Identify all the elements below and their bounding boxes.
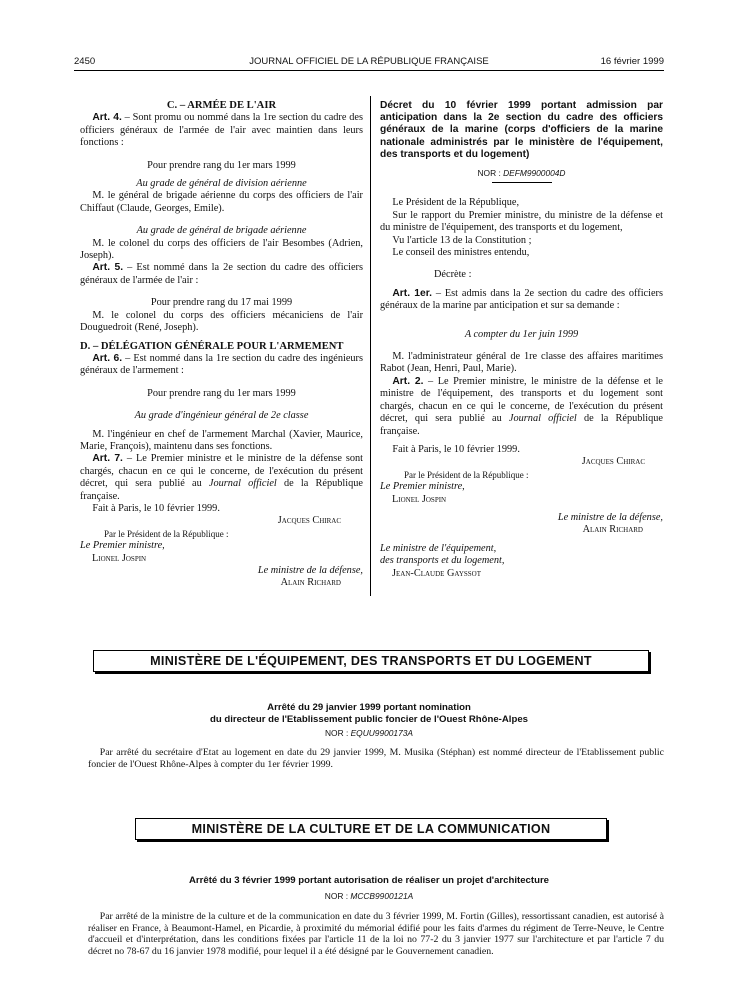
a-compter: A compter du 1er juin 1999: [464, 328, 579, 340]
title-rule: [492, 182, 552, 183]
defense-title-right: Le ministre de la défense,: [557, 511, 663, 523]
pm-name-right: Lionel Jospin: [392, 493, 447, 505]
person-3: M. le colonel du corps des officiers mécaniciens de l'air Douguedroit (René, Joseph).: [80, 309, 363, 334]
section-heading-c: C. – ARMÉE DE L'AIR: [166, 100, 277, 111]
president-line: Le Président de la République,: [392, 197, 520, 209]
signature-president: Jacques Chirac: [277, 515, 341, 527]
par-le-president-right: Par le Président de la République :: [404, 469, 529, 480]
rapport-line: Sur le rapport du Premier ministre, du ministre de la défense et du ministre de l'équipement, des transports et du logement,: [380, 209, 663, 234]
section-heading-d: D. – DÉLÉGATION GÉNÉRALE POUR L'ARMEMENT: [80, 340, 344, 352]
vu-line: Vu l'article 13 de la Constitution ;: [392, 234, 532, 246]
pm-title: Le Premier ministre,: [80, 540, 165, 552]
article-4: Art. 4. – Sont promu ou nommé dans la 1re section du cadre des officiers généraux de l'armée de l'air avec maintien dans leurs fonctions :: [80, 112, 363, 149]
article-6: Art. 6. – Est nommé dans la 1re section du cadre des ingénieurs généraux de l'armement :: [80, 352, 363, 377]
issue-date: 16 février 1999: [600, 56, 664, 67]
person-4: M. l'ingénieur en chef de l'armement Marchal (Xavier, Maurice, Marie, François), maintenu dans ses fonctions.: [80, 428, 363, 452]
ministry-banner-culture: MINISTÈRE DE LA CULTURE ET DE LA COMMUNICATION: [135, 818, 607, 840]
pm-title-right: Le Premier ministre,: [380, 481, 465, 493]
defense-title: Le ministre de la défense,: [257, 565, 363, 576]
par-le-president: Par le Président de la République :: [104, 528, 229, 539]
article-2: Art. 2. – Le Premier ministre, le ministre de la défense et le ministre de l'équipement, des transports et du logement sont chargés, chacun en ce qui le concerne, de l'exécution du présent décret, qui sera publié au Journal officiel de la République française.: [380, 375, 664, 437]
person-2: M. le colonel du corps des officiers de l'air Besombes (Adrien, Joseph).: [80, 237, 363, 262]
rang-1: Pour prendre rang du 1er mars 1999: [147, 159, 296, 171]
decret-title: Décret du 10 février 1999 portant admission par anticipation dans la 2e section du cadre des officiers généraux de la marine (corps d'officiers de la marine nationale administrés par le ministère de l'équipement, des transports et du logement): [380, 100, 663, 160]
page-number: 2450: [74, 56, 96, 67]
signature-president-right: Jacques Chirac: [581, 456, 645, 468]
article-1: Art. 1er. – Est admis dans la 2e section du cadre des officiers généraux de la marine par anticipation et sur sa demande :: [380, 287, 663, 312]
conseil-line: Le conseil des ministres entendu,: [392, 247, 530, 259]
nor-reference-3: NOR : MCCB9900121A: [324, 891, 414, 901]
nor-reference: NOR : DEFM9900004D: [477, 168, 566, 179]
ministry-banner-equipement: MINISTÈRE DE L'ÉQUIPEMENT, DES TRANSPORTS ET DU LOGEMENT: [93, 650, 649, 672]
defense-name: Alain Richard: [280, 577, 341, 589]
column-separator: [370, 96, 371, 596]
arrete-title-2: Arrêté du 3 février 1999 portant autorisation de réaliser un projet d'architecture: [188, 875, 550, 886]
arrete-text-1: Par arrêté du secrétaire d'Etat au logement en date du 29 janvier 1999, M. Musika (Stéphan) est nommé directeur de l'Etablissement public foncier de l'Ouest Rhône-Alpes à compter du 1er février 1999.: [88, 747, 664, 770]
person-rabot: M. l'administrateur général de 1re classe des affaires maritimes Rabot (Jean, Henri, Paul, Marie).: [380, 351, 663, 375]
grade-2: Au grade de général de brigade aérienne: [136, 225, 307, 237]
decrete: Décrète :: [434, 269, 472, 281]
arrete-title-1b: du directeur de l'Etablissement public foncier de l'Ouest Rhône-Alpes: [209, 714, 529, 725]
fait-a-paris-right: Fait à Paris, le 10 février 1999.: [392, 443, 520, 455]
header-rule: [74, 70, 664, 71]
equipement-title-2: des transports et du logement,: [380, 555, 505, 567]
equipement-name: Jean-Claude Gayssot: [392, 567, 482, 579]
person-1: M. le général de brigade aérienne du corps des officiers de l'air Chiffaut (Claude, Georges, Emile).: [80, 190, 363, 214]
journal-title: JOURNAL OFFICIEL DE LA RÉPUBLIQUE FRANÇAISE: [249, 56, 489, 67]
arrete-text-2: Par arrêté de la ministre de la culture et de la communication en date du 3 février 1999, M. Fortin (Gilles), ressortissant canadien, est autorisé à réaliser en France, à Beaumont-Hamel, en Picardie, à proximité du mémorial édifié pour les faits d'armes du régiment de Terre-Neuve, le Centre d'accueil et d'interprétation, dans les conditions fixées par l'article 11 de la loi no 77-2 du 3 janvier 1977 sur l'architecture et par l'article 7 du décret no 78-67 du 16 janvier 1978 modifié, pour lequel il a été désigné par le Gouvernement canadien.: [88, 911, 664, 957]
nor-reference-2: NOR : EQUU9900173A: [325, 728, 413, 738]
grade-3: Au grade d'ingénieur général de 2e classe: [134, 410, 309, 422]
fait-a-paris: Fait à Paris, le 10 février 1999.: [92, 502, 220, 514]
defense-name-right: Alain Richard: [582, 524, 643, 536]
left-column: [80, 100, 363, 590]
arrete-title-1a: Arrêté du 29 janvier 1999 portant nomination: [267, 702, 471, 713]
article-5: Art. 5. – Est nommé dans la 2e section du cadre des officiers généraux de l'armée de l'air :: [80, 262, 363, 286]
rang-3: Pour prendre rang du 1er mars 1999: [147, 387, 296, 399]
right-column: [380, 100, 663, 580]
article-7: Art. 7. – Le Premier ministre et le ministre de la défense sont chargés, chacun en ce qui le concerne, de l'exécution du présent décret, qui sera publié au Journal officiel de la République française.: [80, 453, 363, 502]
pm-name: Lionel Jospin: [92, 552, 147, 564]
rang-2: Pour prendre rang du 17 mai 1999: [150, 297, 293, 309]
grade-1: Au grade de général de division aérienne: [136, 178, 307, 190]
page-header: [74, 56, 664, 70]
equipement-title-1: Le ministre de l'équipement,: [380, 542, 497, 554]
